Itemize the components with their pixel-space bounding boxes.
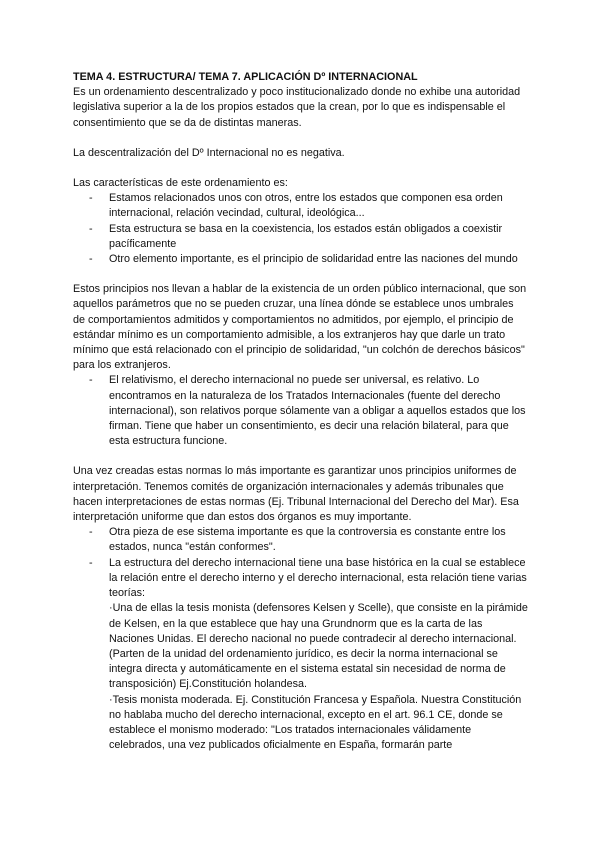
structure-list bbox=[73, 525, 528, 753]
paragraph-interpretacion: Una vez creadas estas normas lo más importante es garantizar unos principios uniformes de interpretación. Tenemos comités de organización internacionales y además tribunales que hacen interpretaciones de estas normas (Ej. Tribunal Internacional del Derecho del Mar). Esa interpretación uniforme que dan estos dos órganos es muy importante. bbox=[73, 465, 519, 524]
list-item: - Esta estructura se basa en la coexistencia, los estados están obligados a coexistir pacíficamente bbox=[73, 222, 528, 252]
paragraph-descentralizacion: La descentralización del Dº Internacional no es negativa. bbox=[73, 146, 345, 159]
document-body bbox=[73, 70, 528, 753]
list-item bbox=[73, 556, 528, 754]
characteristics-list bbox=[73, 191, 528, 267]
thesis-monista: ·Una de ellas la tesis monista (defensores Kelsen y Scelle), que consiste en la pirámide de Kelsen, en la que establece que hay una Grundnorm que es la carta de las Naciones Unidas. El derecho nacional no puede contradecir al derecho internacional. (Parten de la unidad del ordenamiento jurídico, es decir la norma internacional se integra directa y automáticamente en el sistema estatal sin necesidad de norma de transposición) Ej.Constitución holandesa. bbox=[109, 602, 528, 691]
list-item-text: - La estructura del derecho internacional tiene una base histórica en la cual se establece la relación entre el derecho interno y el derecho internacional, esta relación tiene varias teorías: bbox=[109, 556, 527, 600]
thesis-monista-moderada: ·Tesis monista moderada. Ej. Constitución Francesa y Española. Nuestra Constitución no hablaba mucho del derecho internacional, excepto en el art. 96.1 CE, donde se establece el monismo moderado: "Los tratados internacionales válidamente celebrados, una vez publicados oficialmente en España, formarán parte bbox=[109, 693, 522, 752]
list-item: - El relativismo, el derecho internacional no puede ser universal, es relativo. Lo encontramos en la naturaleza de los Tratados Internacionales (fuente del derecho internacional), son relativos porque sólamente van a obligar a aquellos estados que los firman. Tiene que haber un consentimiento, es decir una relación bilateral, para que esta estructura funcione. bbox=[73, 373, 528, 449]
intro-paragraph: Es un ordenamiento descentralizado y poco institucionalizado donde no exhibe una autoridad legislativa superior a la de los propios estados que la crean, por lo que es indispensable el consentimiento que se da de distintas maneras. bbox=[73, 86, 521, 129]
list-item: - Otro elemento importante, es el principio de solidaridad entre las naciones del mundo bbox=[73, 252, 528, 267]
list-item: - Otra pieza de ese sistema importante es que la controversia es constante entre los estados, nunca "están conformes". bbox=[73, 525, 528, 555]
paragraph-caracteristicas: Las características de este ordenamiento es: bbox=[73, 177, 288, 190]
paragraph-orden-publico: Estos principios nos llevan a hablar de la existencia de un orden público internacional, que son aquellos parámetros que no se pueden cruzar, una línea dónde se establece unos umbrales de comportamientos admitidos y comportamientos no admitidos, por ejemplo, el principio de estándar mínimo es un comportamiento admisible, a los extranjeros hay que darle un trato mínimo que está relacionado con el principio de solidaridad, "un colchón de derechos básicos" para los extranjeros. bbox=[73, 283, 527, 372]
list-item: - Estamos relacionados unos con otros, entre los estados que componen esa orden internacional, relación vecindad, cultural, ideológica... bbox=[73, 191, 528, 221]
document-title: TEMA 4. ESTRUCTURA/ TEMA 7. APLICACIÓN Dº INTERNACIONAL bbox=[73, 71, 418, 83]
relativism-list bbox=[73, 373, 528, 449]
